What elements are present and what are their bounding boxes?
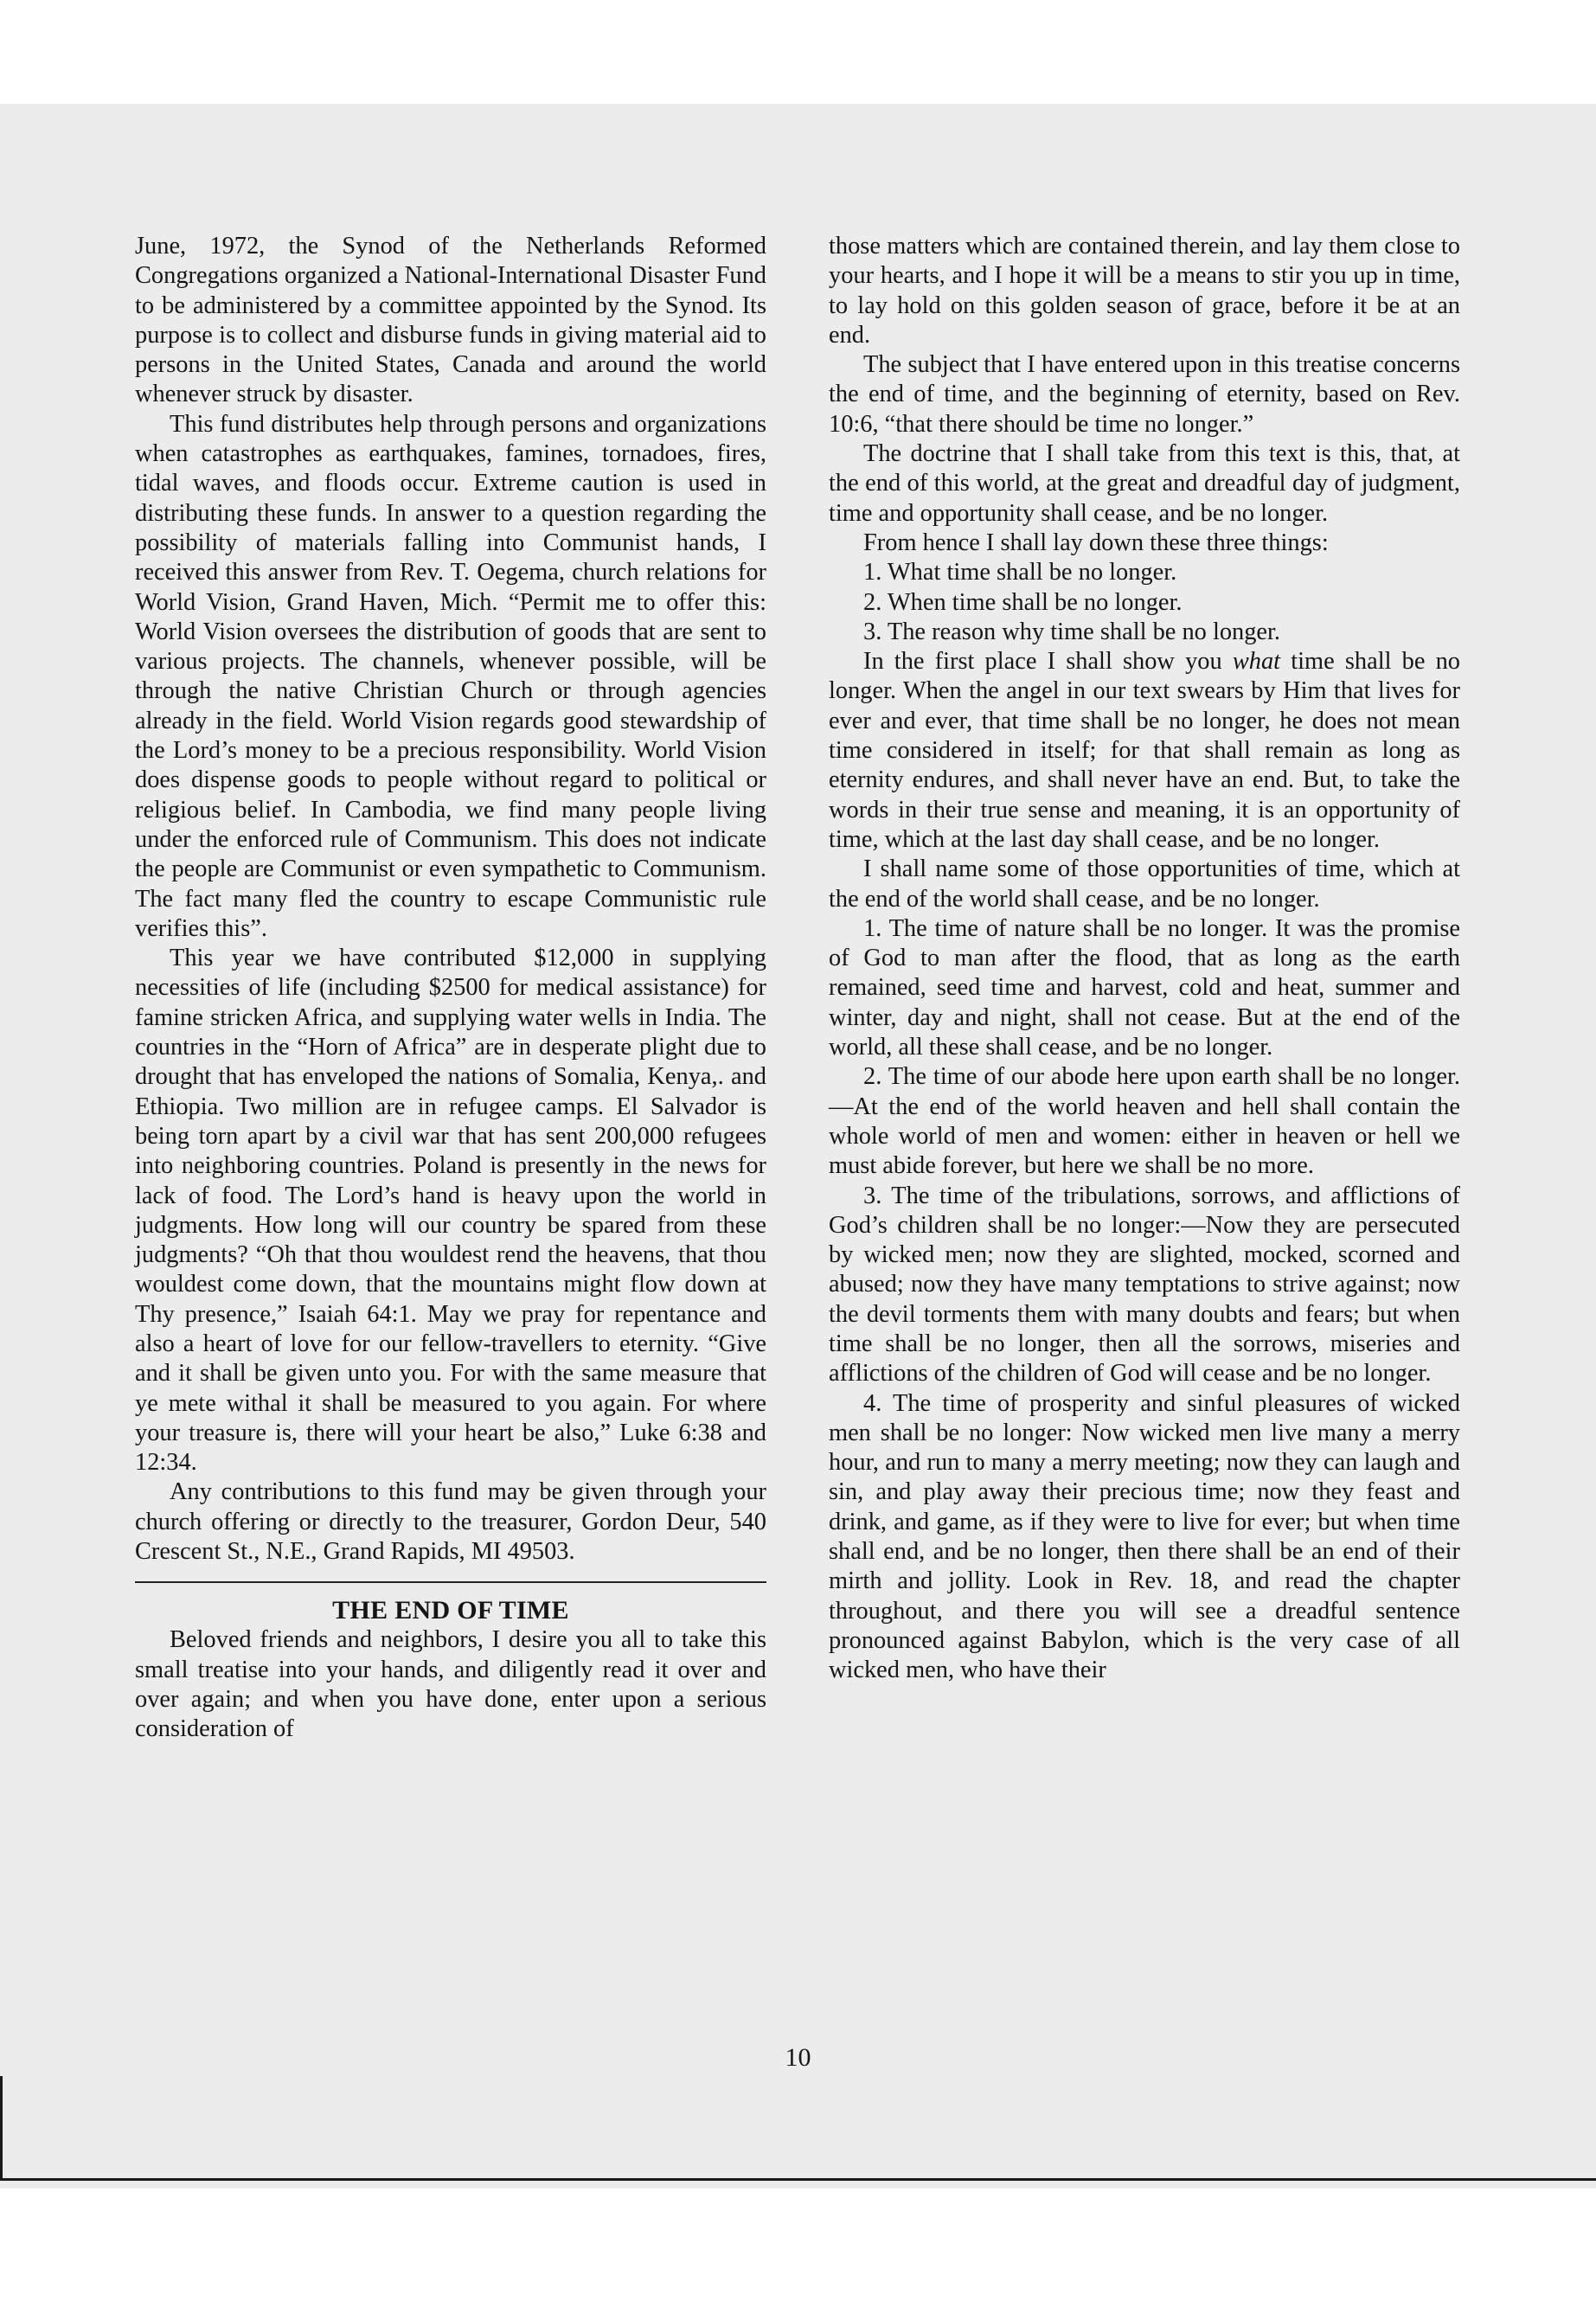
page-left-edge	[0, 2076, 3, 2180]
list-item: 1. What time shall be no longer.	[863, 559, 1177, 586]
first-place-paragraph	[829, 647, 1460, 855]
emphasis-what: what	[1232, 648, 1281, 676]
doctrine-paragraph: The doctrine that I shall take from this text is this, that, at the end of this world, at the great and dreadful day of judgment, time and opportunity shall cease, and be no longer.	[829, 440, 1460, 527]
disaster-fund-paragraph-2: This fund distributes help through persons and organizations when catastrophes as earthquakes, famines, tornadoes, fires, tidal waves, and floods occur. Extreme caution is used in distributing these funds. In answer to a question regarding the possibility of materials falling into Communist hands, I received this answer from Rev. T. Oegema, church relations for World Vision, Grand Haven, Mich. “Permit me to offer this: World Vision oversees the distribution of goods that are sent to various projects. The channels, whenever possible, will be through the native Christian Church or through agencies already in the field. World Vision regards good stewardship of the Lord’s money to be a precious responsibility. World Vision does dispense goods to people without regard to political or religious belief. In Cambodia, we find many people living under the enforced rule of Communism. This does not indicate the people are Communist or even sympathetic to Communism. The fact many fled the country to escape Communistic rule verifies this”.	[135, 410, 766, 942]
subject-paragraph: The subject that I have entered upon in this treatise concerns the end of time, and the beginning of eternity, based on Rev. 10:6, “that there should be time no longer.”	[829, 351, 1460, 438]
page-bottom-edge	[0, 2178, 1596, 2181]
disaster-fund-paragraph-3: This year we have contributed $12,000 in supplying necessities of life (including $2500 for medical assistance) for famine stricken Africa, and supplying water wells in India. The countries in the “Horn of Africa” are in desperate plight due to drought that has enveloped the nations of Somalia, Kenya,. and Ethiopia. Two million are in refugee camps. El Salvador is being torn apart by a civil war that has sent 200,000 refugees into neighboring countries. Poland is presently in the news for lack of food. The Lord’s hand is heavy upon the world in judgments. How long will our country be spared from these judgments? “Oh that thou wouldest rend the heavens, that thou wouldest come down, that the mountains might flow down at Thy presence,” Isaiah 64:1. May we pray for repentance and also a heart of love for our fellow-travellers to eternity. “Give and it shall be given unto you. For with the same measure that ye mete withal it shall be measured to you again. For where your treasure is, there will your heart be also,” Luke 6:38 and 12:34.	[135, 945, 766, 1477]
left-column	[135, 232, 766, 1745]
list-item: 2. When time shall be no longer.	[863, 588, 1183, 616]
first-place-text-end: time shall be no longer. When the angel in our text swears by Him that lives for ever and ever, that time shall be no longer, he does not mean time considered in itself; for that shall remain as long as eternity endures, and shall never have an end. But, to take the words in their true sense and meaning, it is an opportunity of time, which at the last day shall cease, and be no longer.	[829, 648, 1460, 853]
right-column	[829, 232, 1460, 1686]
section-heading: THE END OF TIME	[332, 1596, 569, 1625]
opportunities-paragraph: I shall name some of those opportunities of time, which at the end of the world shall cease, and be no longer.	[829, 856, 1460, 913]
end-of-time-intro-paragraph: Beloved friends and neighbors, I desire you all to take this small treatise into your hands, and diligently read it over and over again; and when you have done, enter upon a serious consideration of	[135, 1626, 766, 1743]
abode-paragraph: 2. The time of our abode here upon earth shall be no longer.—At the end of the world heaven and hell shall contain the whole world of men and women: either in heaven or hell we must abide forever, but here we shall be no more.	[829, 1063, 1460, 1180]
continued-paragraph: those matters which are contained therein, and lay them close to your hearts, and I hope it will be a means to stir you up in time, to lay hold on this golden season of grace, before it be at an end.	[829, 233, 1460, 349]
first-place-text-start: In the first place I shall show you	[863, 648, 1233, 676]
tribulations-paragraph: 3. The time of the tribulations, sorrows, and afflictions of God’s children shall be no longer:—Now they are persecuted by wicked men; now they are slighted, mocked, scorned and abused; now they have many temptations to strive against; now the devil torments them with many doubts and fears; but when time shall be no longer, then all the sorrows, miseries and afflictions of the children of God will cease and be no longer.	[829, 1182, 1460, 1388]
disaster-fund-paragraph-1: June, 1972, the Synod of the Netherlands Reformed Congregations organized a National-International Disaster Fund to be administered by a committee appointed by the Synod. Its purpose is to collect and disburse funds in giving material aid to persons in the United States, Canada and around the world whenever struck by disaster.	[135, 233, 766, 408]
disaster-fund-paragraph-4: Any contributions to this fund may be given through your church offering or directly to the treasurer, Gordon Deur, 540 Crescent St., N.E., Grand Rapids, MI 49503.	[135, 1478, 766, 1566]
three-things-paragraph: From hence I shall lay down these three things:	[863, 529, 1329, 556]
page-number: 10	[785, 2043, 811, 2072]
prosperity-paragraph: 4. The time of prosperity and sinful pleasures of wicked men shall be no longer: Now wicked men live many a merry hour, and run to many a merry meeting; now they can laugh and sin, and play away their precious time; now they feast and drink, and game, as if they were to live for ever; but when time shall end, and be no longer, then there shall be an end of their mirth and jollity. Look in Rev. 18, and read the chapter throughout, and there you will see a dreadful sentence pronounced against Babylon, which is the very case of all wicked men, who have their	[829, 1389, 1460, 1684]
time-of-nature-paragraph: 1. The time of nature shall be no longer. It was the promise of God to man after the flood, that as long as the earth remained, seed time and harvest, cold and heat, summer and winter, day and night, shall not cease. But at the end of the world, all these shall cease, and be no longer.	[829, 914, 1460, 1061]
section-divider	[135, 1581, 766, 1583]
list-item: 3. The reason why time shall be no longer.	[863, 618, 1281, 645]
